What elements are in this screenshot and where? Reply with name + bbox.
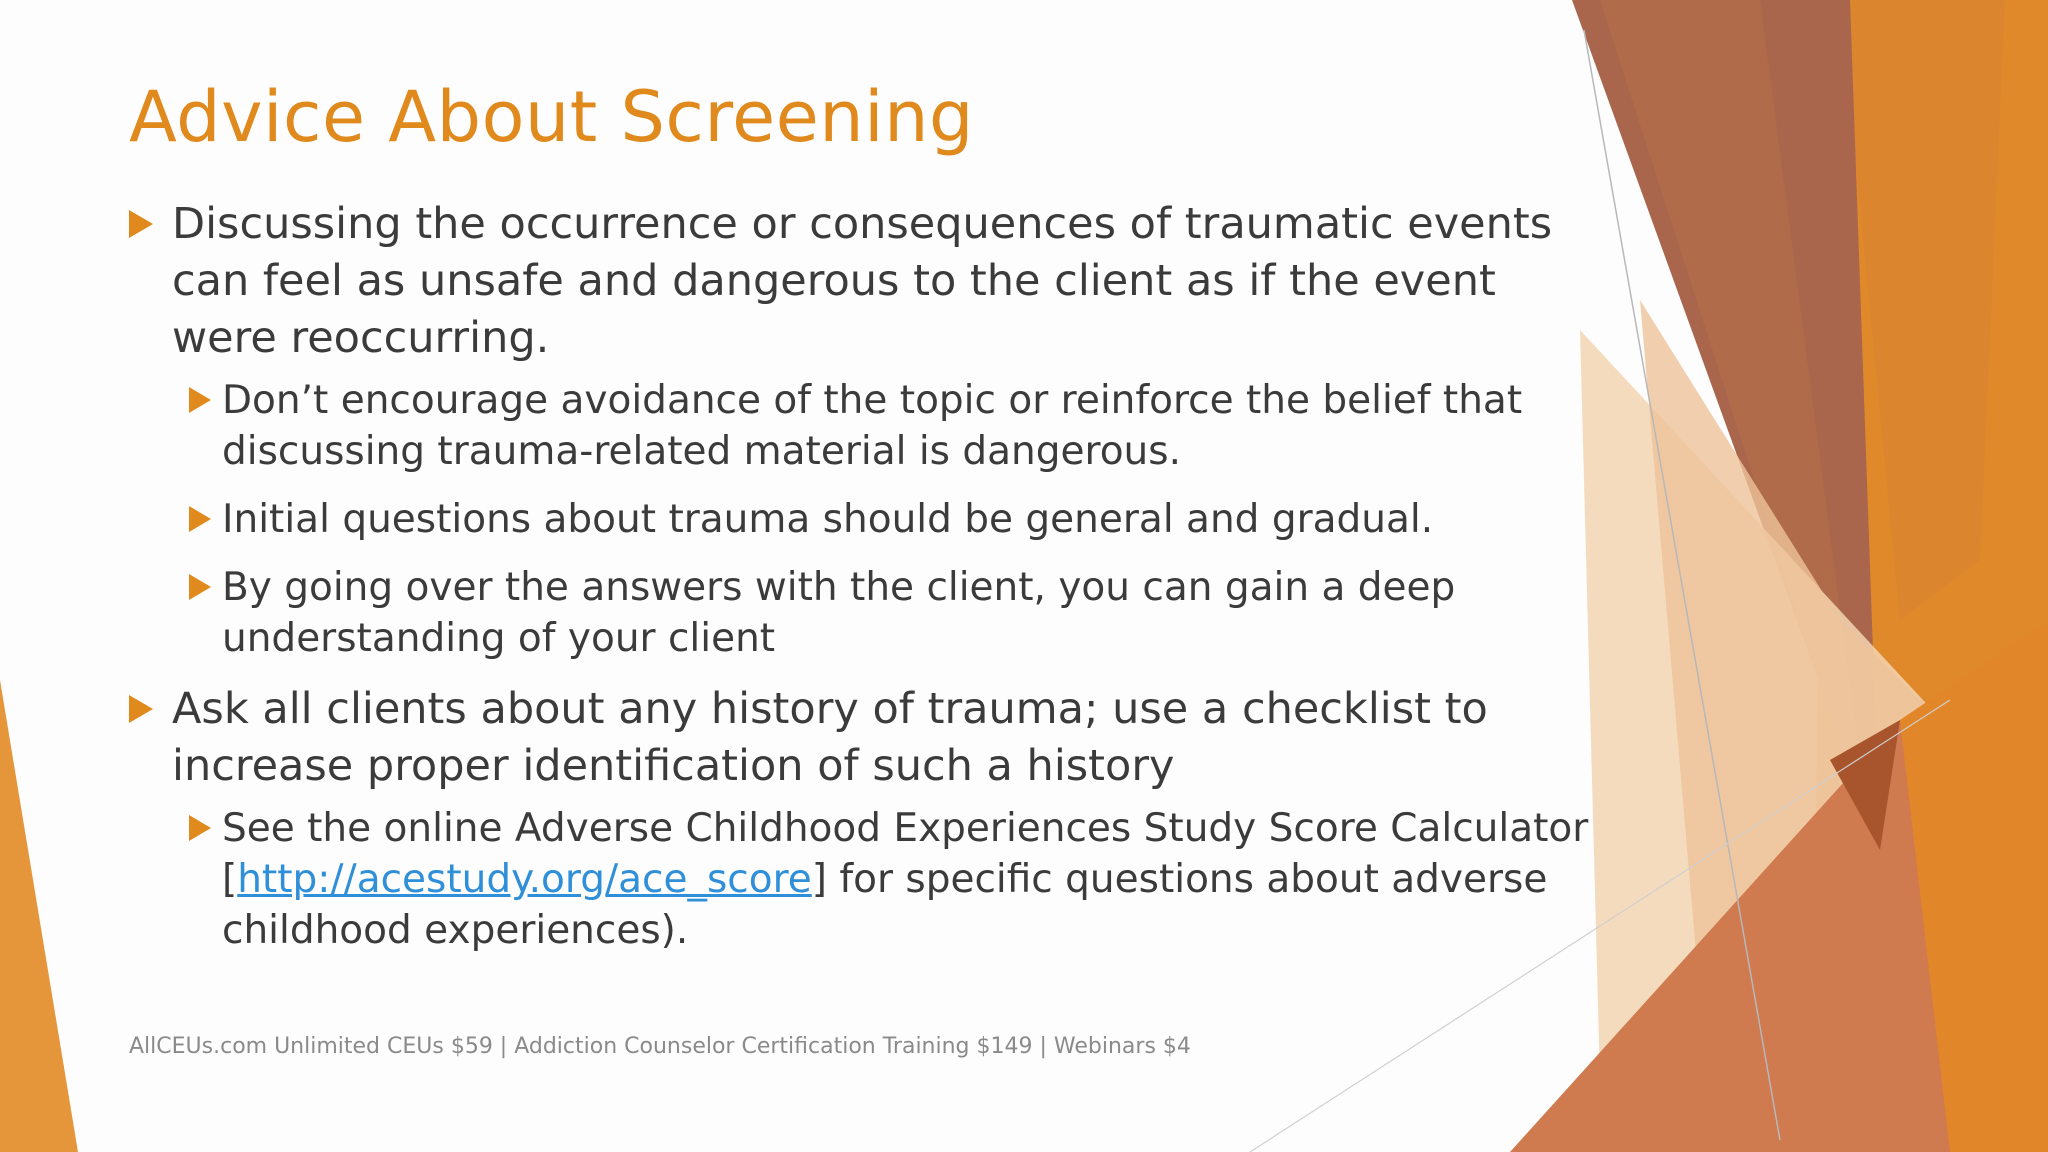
bullet-item	[129, 196, 1589, 367]
triangle-bullet-icon	[189, 387, 211, 413]
bullet-text: Ask all clients about any history of trauma; use a checklist to increase proper identification of such a history	[172, 684, 1488, 791]
sub-bullet-item	[189, 494, 1589, 545]
slide-title: Advice About Screening	[129, 76, 974, 158]
sub-bullet-item	[189, 803, 1589, 956]
triangle-bullet-icon	[189, 506, 211, 532]
bullet-text-before-link: See the online Adverse Childhood Experiences Study Score Calculator [	[222, 806, 1589, 902]
triangle-bullet-icon	[129, 210, 153, 238]
bullet-text: Don’t encourage avoidance of the topic or reinforce the belief that discussing trauma-related material is dangerous.	[222, 378, 1523, 474]
sub-bullet-item	[189, 375, 1589, 477]
sub-bullet-item	[189, 562, 1589, 664]
triangle-bullet-icon	[189, 815, 211, 841]
bullet-text: By going over the answers with the client, you can gain a deep understanding of your client	[222, 565, 1456, 661]
bullet-text: Initial questions about trauma should be general and gradual.	[222, 497, 1434, 542]
footer-text: AllCEUs.com Unlimited CEUs $59 | Addiction Counselor Certification Training $149 | Webinars $4	[129, 1034, 1191, 1059]
bullet-text-after-link: ] for specific questions about adverse childhood experiences).	[222, 857, 1548, 953]
bullet-item	[129, 681, 1589, 795]
triangle-bullet-icon	[129, 695, 153, 723]
triangle-bullet-icon	[189, 574, 211, 600]
bullet-list	[129, 196, 1589, 973]
bullet-text: Discussing the occurrence or consequences of traumatic events can feel as unsafe and dangerous to the client as if the event were reoccurring.	[172, 199, 1553, 363]
ace-score-link[interactable]: http://acestudy.org/ace_score	[237, 857, 812, 902]
